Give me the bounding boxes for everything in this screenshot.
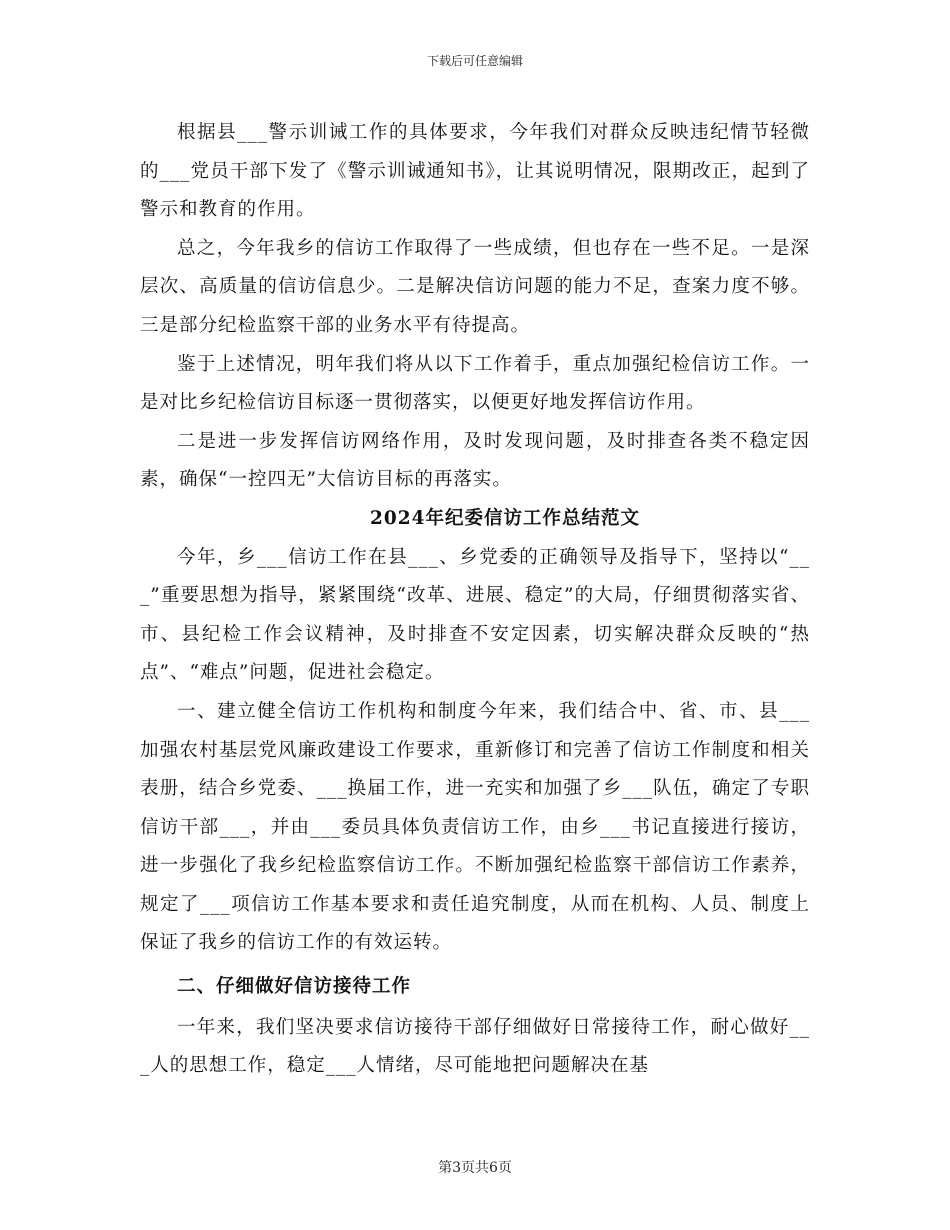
paragraph: 一年来，我们坚决要求信访接待干部仔细做好日常接待工作，耐心做好___人的思想工作，稳定___人情绪，尽可能地把问题解决在基 <box>140 1016 810 1077</box>
paragraph: 总之，今年我乡的信访工作取得了一些成绩，但也存在一些不足。一是深层次、高质量的信访信息少。二是解决信访问题的能力不足，查案力度不够。三是部分纪检监察干部的业务水平有待提高。 <box>140 237 810 336</box>
document-title: 2024年纪委信访工作总结范文 <box>370 507 640 529</box>
page-header: 下载后可任意编辑 <box>426 54 523 68</box>
paragraph: 鉴于上述情况，明年我们将从以下工作着手，重点加强纪检信访工作。一是对比乡纪检信访目标逐一贯彻落实，以便更好地发挥信访作用。 <box>140 353 810 414</box>
paragraph: 根据县___警示训诫工作的具体要求，今年我们对群众反映违纪情节轻微的___党员干部下发了《警示训诫通知书》，让其说明情况，限期改正，起到了警示和教育的作用。 <box>140 122 810 221</box>
paragraph: 今年，乡___信访工作在县___、乡党委的正确领导及指导下，坚持以“___”重要思想为指导，紧紧围绕“改革、进展、稳定”的大局，仔细贯彻落实省、市、县纪检工作会议精神，及时排查不安定因素，切实解决群众反映的“热点”、“难点”问题，促进社会稳定。 <box>140 546 810 684</box>
section-heading: 二、仔细做好信访接待工作 <box>177 976 412 998</box>
document-body <box>140 114 810 1086</box>
paragraph: 二是进一步发挥信访网络作用，及时发现问题，及时排查各类不稳定因素，确保“一控四无”大信访目标的再落实。 <box>140 430 810 491</box>
page-footer: 第3页共6页 <box>438 1160 512 1176</box>
paragraph: 一、建立健全信访工作机构和制度今年来，我们结合中、省、市、县___加强农村基层党风廉政建设工作要求，重新修订和完善了信访工作制度和相关表册，结合乡党委、___换届工作，进一充实和加强了乡___队伍，确定了专职信访干部___，并由___委员具体负责信访工作，由乡___书记直接进行接访，进一步强化了我乡纪检监察信访工作。不断加强纪检监察干部信访工作素养，规定了___项信访工作基本要求和责任追究制度，从而在机构、人员、制度上保证了我乡的信访工作的有效运转。 <box>140 700 810 954</box>
